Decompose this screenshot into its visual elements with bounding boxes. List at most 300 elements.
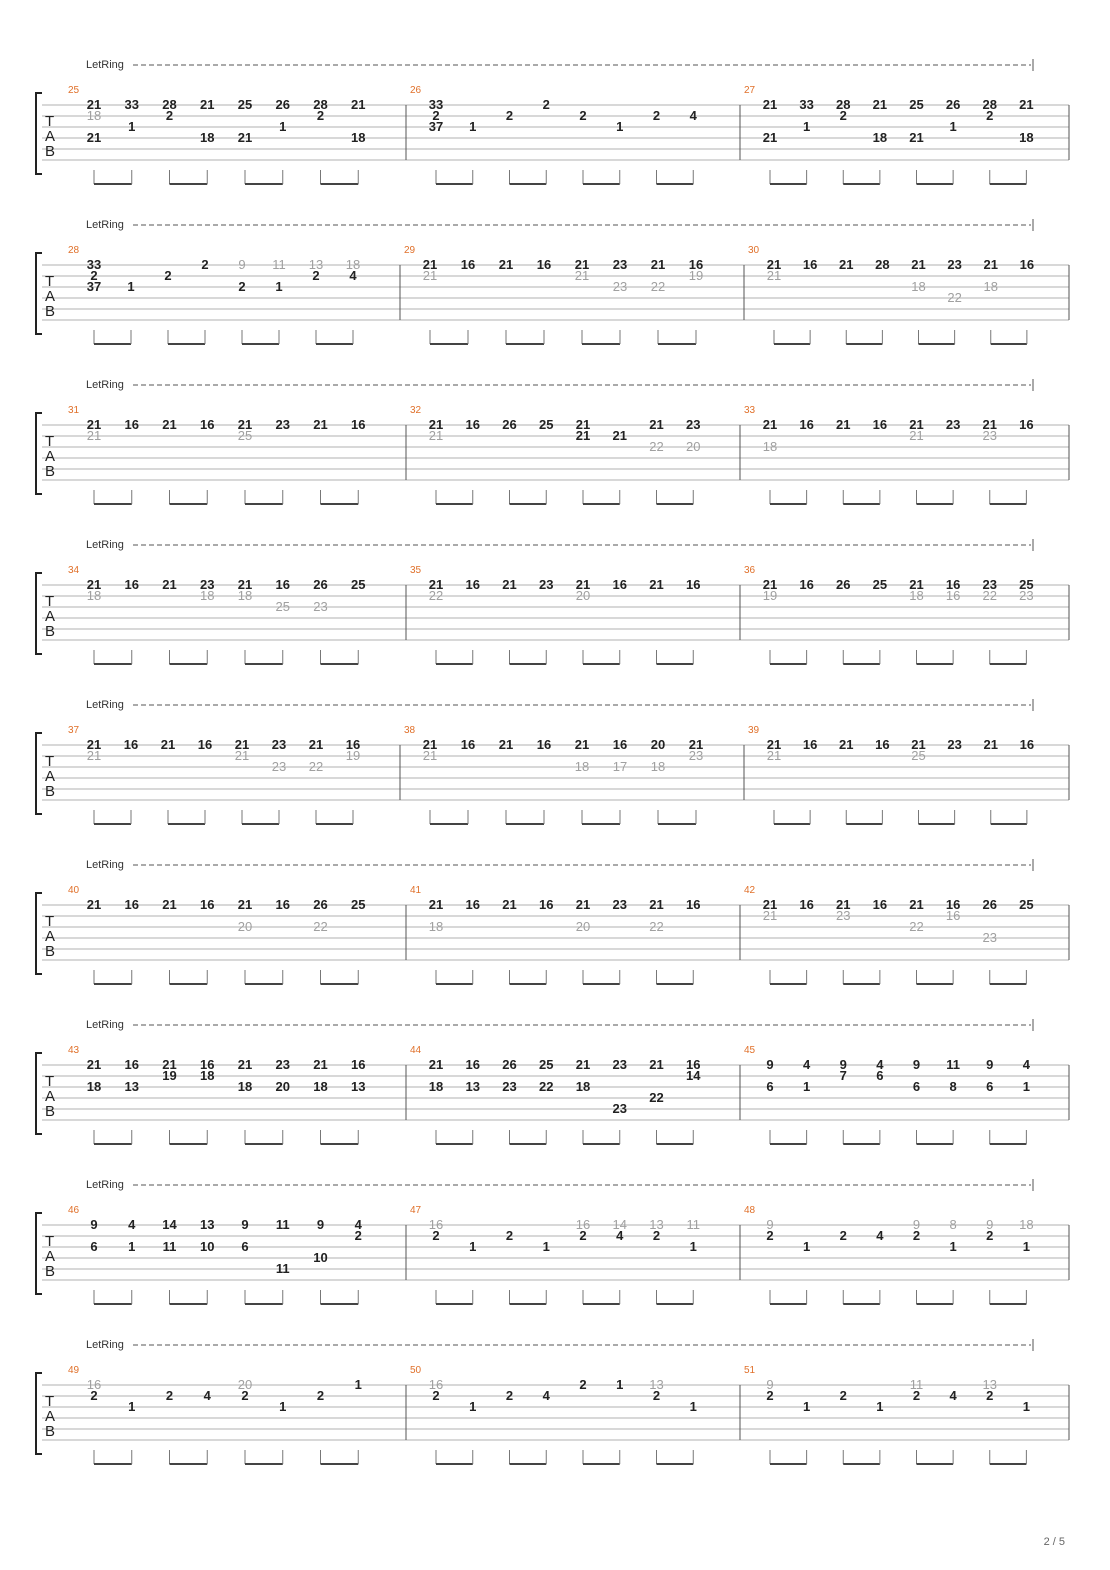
fret-number: 23 xyxy=(945,417,961,432)
measure-number: 48 xyxy=(744,1205,756,1216)
fret-number: 11 xyxy=(272,257,286,272)
tab-clef-letter: T xyxy=(45,1393,55,1410)
fret-number: 18 xyxy=(200,1068,215,1083)
fret-number: 20 xyxy=(237,919,253,934)
fret-number: 16 xyxy=(612,737,628,752)
fret-number: 21 xyxy=(911,737,926,752)
measure-number: 31 xyxy=(68,405,80,416)
fret-number: 1 xyxy=(128,1399,136,1414)
fret-number: 21 xyxy=(983,737,998,752)
fret-number: 21 xyxy=(762,908,778,923)
fret-number: 23 xyxy=(275,1057,290,1072)
measure-number: 34 xyxy=(68,565,80,576)
fret-number: 21 xyxy=(909,428,924,443)
fret-number: 23 xyxy=(612,1057,627,1072)
fret-number: 2 xyxy=(165,1388,174,1403)
fret-number: 22 xyxy=(313,919,328,934)
fret-number: 20 xyxy=(650,737,666,752)
fret-number: 25 xyxy=(911,748,926,763)
fret-number: 19 xyxy=(762,588,778,603)
system-bracket xyxy=(36,893,42,974)
fret-number: 10 xyxy=(313,1250,328,1265)
fret-number: 33 xyxy=(86,257,102,272)
fret-number: 4 xyxy=(876,1057,884,1072)
fret-number: 18 xyxy=(313,1079,328,1094)
fret-number: 2 xyxy=(839,1388,847,1403)
fret-number: 2 xyxy=(505,108,514,123)
fret-number: 21 xyxy=(422,268,438,283)
fret-number: 22 xyxy=(649,919,664,934)
fret-number: 21 xyxy=(86,130,102,145)
system-bracket xyxy=(36,1373,42,1454)
fret-number: 26 xyxy=(502,417,517,432)
fret-number: 25 xyxy=(237,428,253,443)
fret-number: 1 xyxy=(128,1239,136,1254)
fret-number: 23 xyxy=(836,908,851,923)
fret-number: 21 xyxy=(983,257,998,272)
fret-number: 21 xyxy=(982,417,997,432)
fret-number: 1 xyxy=(469,1399,477,1414)
fret-number: 22 xyxy=(982,588,997,603)
fret-number: 21 xyxy=(86,737,102,752)
fret-number: 22 xyxy=(649,439,664,454)
fret-number: 21 xyxy=(1019,97,1034,112)
tab-clef-letter: A xyxy=(45,608,56,625)
fret-number: 21 xyxy=(428,1057,444,1072)
fret-number: 13 xyxy=(308,257,324,272)
measure-number: 45 xyxy=(744,1045,756,1056)
measure-number: 39 xyxy=(748,725,760,736)
fret-number: 16 xyxy=(802,257,818,272)
fret-number: 16 xyxy=(1019,417,1034,432)
fret-number: 16 xyxy=(1019,737,1035,752)
fret-number: 21 xyxy=(836,897,851,912)
fret-number: 26 xyxy=(313,897,328,912)
fret-number: 28 xyxy=(162,97,177,112)
fret-number: 19 xyxy=(162,1068,177,1083)
fret-number: 28 xyxy=(313,97,328,112)
tab-clef-letter: B xyxy=(45,783,56,800)
fret-number: 9 xyxy=(912,1057,921,1072)
fret-number: 11 xyxy=(946,1057,960,1072)
fret-number: 21 xyxy=(649,1057,664,1072)
measure-number: 27 xyxy=(744,85,756,96)
fret-number: 21 xyxy=(428,897,444,912)
fret-number: 2 xyxy=(432,1388,440,1403)
fret-number: 2 xyxy=(652,1388,661,1403)
fret-number: 9 xyxy=(766,1217,774,1232)
fret-number: 18 xyxy=(200,130,215,145)
fret-number: 2 xyxy=(90,268,98,283)
fret-number: 21 xyxy=(575,897,591,912)
fret-number: 18 xyxy=(872,130,888,145)
system-bracket xyxy=(36,1053,42,1134)
system-bracket xyxy=(36,1213,42,1294)
fret-number: 11 xyxy=(162,1239,177,1254)
fret-number: 33 xyxy=(428,97,444,112)
measure-number: 29 xyxy=(404,245,416,256)
tab-clef-letter: T xyxy=(45,1233,55,1250)
page-number: 2 / 5 xyxy=(1043,1536,1065,1548)
tab-clef-letter: A xyxy=(45,768,56,785)
fret-number: 23 xyxy=(982,428,997,443)
fret-number: 2 xyxy=(986,1388,994,1403)
fret-number: 4 xyxy=(803,1057,811,1072)
tab-clef-letter: A xyxy=(45,448,56,465)
fret-number: 18 xyxy=(237,588,253,603)
tab-clef-letter: A xyxy=(45,1248,56,1265)
fret-number: 2 xyxy=(505,1388,514,1403)
measure-number: 36 xyxy=(744,565,756,576)
fret-number: 2 xyxy=(241,1388,249,1403)
fret-number: 23 xyxy=(982,930,997,945)
fret-number: 13 xyxy=(649,1377,664,1392)
fret-number: 21 xyxy=(766,737,782,752)
fret-number: 13 xyxy=(649,1217,664,1232)
fret-number: 2 xyxy=(238,279,246,294)
measure-number: 28 xyxy=(68,245,80,256)
fret-number: 4 xyxy=(203,1388,211,1403)
fret-number: 16 xyxy=(275,897,290,912)
fret-number: 2 xyxy=(839,1228,847,1243)
fret-number: 2 xyxy=(165,108,174,123)
fret-number: 18 xyxy=(909,588,924,603)
fret-number: 21 xyxy=(612,428,627,443)
fret-number: 2 xyxy=(505,1228,514,1243)
fret-number: 21 xyxy=(86,97,102,112)
fret-number: 22 xyxy=(947,290,962,305)
fret-number: 16 xyxy=(875,737,890,752)
fret-number: 18 xyxy=(428,1079,444,1094)
fret-number: 21 xyxy=(237,130,253,145)
fret-number: 23 xyxy=(686,417,701,432)
fret-number: 25 xyxy=(539,1057,554,1072)
fret-number: 11 xyxy=(275,1217,290,1232)
fret-number: 21 xyxy=(650,257,666,272)
fret-number: 1 xyxy=(803,119,811,134)
fret-number: 2 xyxy=(579,1228,587,1243)
fret-number: 25 xyxy=(1019,577,1034,592)
fret-number: 22 xyxy=(428,588,444,603)
fret-number: 20 xyxy=(275,1079,290,1094)
fret-number: 16 xyxy=(1019,257,1035,272)
fret-number: 21 xyxy=(839,257,854,272)
fret-number: 1 xyxy=(1022,1239,1030,1254)
fret-number: 21 xyxy=(762,97,778,112)
fret-number: 23 xyxy=(982,577,997,592)
fret-number: 21 xyxy=(313,1057,328,1072)
fret-number: 9 xyxy=(90,1217,98,1232)
letring-label: LetRing xyxy=(86,219,124,231)
fret-number: 21 xyxy=(422,257,438,272)
fret-number: 23 xyxy=(313,599,328,614)
fret-number: 16 xyxy=(197,737,213,752)
tab-clef-letter: T xyxy=(45,113,55,130)
fret-number: 1 xyxy=(354,1377,362,1392)
fret-number: 21 xyxy=(428,577,444,592)
fret-number: 26 xyxy=(502,1057,517,1072)
tab-clef-letter: B xyxy=(45,303,56,320)
fret-number: 7 xyxy=(839,1068,847,1083)
fret-number: 6 xyxy=(876,1068,884,1083)
tab-clef-letter: B xyxy=(45,143,56,160)
fret-number: 21 xyxy=(498,737,514,752)
fret-number: 21 xyxy=(237,577,253,592)
fret-number: 23 xyxy=(271,759,287,774)
fret-number: 28 xyxy=(875,257,890,272)
fret-number: 1 xyxy=(128,119,136,134)
fret-number: 21 xyxy=(160,737,176,752)
fret-number: 16 xyxy=(612,577,627,592)
fret-number: 18 xyxy=(650,759,666,774)
fret-number: 28 xyxy=(836,97,851,112)
fret-number: 18 xyxy=(237,1079,253,1094)
fret-number: 21 xyxy=(766,268,782,283)
fret-number: 16 xyxy=(351,1057,366,1072)
fret-number: 9 xyxy=(766,1377,774,1392)
measure-number: 43 xyxy=(68,1045,80,1056)
letring-label: LetRing xyxy=(86,539,124,551)
fret-number: 1 xyxy=(275,279,283,294)
fret-number: 21 xyxy=(574,737,590,752)
letring-label: LetRing xyxy=(86,699,124,711)
fret-number: 21 xyxy=(313,417,328,432)
fret-number: 20 xyxy=(575,588,591,603)
fret-number: 1 xyxy=(279,1399,287,1414)
fret-number: 1 xyxy=(803,1399,811,1414)
fret-number: 21 xyxy=(200,97,215,112)
fret-number: 25 xyxy=(872,577,888,592)
fret-number: 16 xyxy=(536,737,552,752)
fret-number: 22 xyxy=(539,1079,554,1094)
fret-number: 1 xyxy=(803,1079,811,1094)
fret-number: 16 xyxy=(872,417,888,432)
fret-number: 16 xyxy=(799,417,814,432)
fret-number: 16 xyxy=(428,1377,444,1392)
fret-number: 6 xyxy=(766,1079,774,1094)
fret-number: 1 xyxy=(1022,1399,1030,1414)
fret-number: 21 xyxy=(649,897,664,912)
fret-number: 21 xyxy=(422,748,438,763)
fret-number: 2 xyxy=(652,1228,661,1243)
fret-number: 23 xyxy=(502,1079,517,1094)
fret-number: 8 xyxy=(949,1217,957,1232)
fret-number: 26 xyxy=(275,97,290,112)
fret-number: 21 xyxy=(237,897,253,912)
fret-number: 21 xyxy=(502,897,517,912)
fret-number: 16 xyxy=(686,1057,701,1072)
fret-number: 16 xyxy=(686,577,701,592)
fret-number: 1 xyxy=(1022,1079,1030,1094)
fret-number: 16 xyxy=(945,897,961,912)
fret-number: 21 xyxy=(836,417,851,432)
fret-number: 16 xyxy=(351,417,366,432)
fret-number: 16 xyxy=(465,1057,480,1072)
fret-number: 16 xyxy=(123,737,139,752)
fret-number: 21 xyxy=(86,577,102,592)
tab-clef-letter: A xyxy=(45,288,56,305)
measure-number: 25 xyxy=(68,85,80,96)
fret-number: 23 xyxy=(200,577,215,592)
fret-number: 22 xyxy=(650,279,666,294)
fret-number: 21 xyxy=(762,897,778,912)
fret-number: 1 xyxy=(689,1239,697,1254)
fret-number: 21 xyxy=(162,897,177,912)
fret-number: 18 xyxy=(983,279,998,294)
fret-number: 1 xyxy=(876,1399,884,1414)
measure-number: 42 xyxy=(744,885,756,896)
fret-number: 9 xyxy=(839,1057,847,1072)
fret-number: 16 xyxy=(460,257,476,272)
fret-number: 4 xyxy=(616,1228,624,1243)
fret-number: 21 xyxy=(86,748,102,763)
fret-number: 25 xyxy=(539,417,554,432)
fret-number: 21 xyxy=(909,417,924,432)
tab-clef-letter: A xyxy=(45,928,56,945)
fret-number: 6 xyxy=(912,1079,921,1094)
fret-number: 16 xyxy=(799,897,814,912)
fret-number: 21 xyxy=(162,577,177,592)
fret-number: 2 xyxy=(579,1377,587,1392)
fret-number: 9 xyxy=(912,1217,921,1232)
fret-number: 22 xyxy=(308,759,324,774)
letring-label: LetRing xyxy=(86,1019,124,1031)
fret-number: 2 xyxy=(986,108,994,123)
fret-number: 16 xyxy=(200,897,215,912)
fret-number: 16 xyxy=(428,1217,444,1232)
fret-number: 17 xyxy=(612,759,628,774)
fret-number: 16 xyxy=(124,1057,139,1072)
fret-number: 23 xyxy=(612,279,628,294)
fret-number: 16 xyxy=(124,417,139,432)
fret-number: 21 xyxy=(502,577,517,592)
fret-number: 16 xyxy=(465,577,480,592)
measure-number: 38 xyxy=(404,725,416,736)
fret-number: 16 xyxy=(200,1057,215,1072)
fret-number: 2 xyxy=(354,1228,362,1243)
measure-number: 40 xyxy=(68,885,80,896)
fret-number: 21 xyxy=(688,737,704,752)
fret-number: 16 xyxy=(124,897,139,912)
fret-number: 18 xyxy=(762,439,778,454)
system-bracket xyxy=(36,253,42,334)
fret-number: 16 xyxy=(945,908,961,923)
fret-number: 18 xyxy=(86,588,102,603)
measure-number: 35 xyxy=(410,565,422,576)
tab-clef-letter: B xyxy=(45,623,56,640)
fret-number: 2 xyxy=(986,1228,994,1243)
fret-number: 14 xyxy=(162,1217,177,1232)
fret-number: 4 xyxy=(128,1217,136,1232)
fret-number: 21 xyxy=(649,417,664,432)
fret-number: 13 xyxy=(351,1079,366,1094)
fret-number: 4 xyxy=(689,108,697,123)
fret-number: 19 xyxy=(688,268,704,283)
fret-number: 25 xyxy=(351,897,366,912)
fret-number: 20 xyxy=(686,439,701,454)
fret-number: 21 xyxy=(237,1057,253,1072)
fret-number: 21 xyxy=(162,1057,177,1072)
tab-clef-letter: A xyxy=(45,1088,56,1105)
fret-number: 16 xyxy=(575,1217,591,1232)
fret-number: 16 xyxy=(945,577,961,592)
fret-number: 18 xyxy=(86,1079,102,1094)
fret-number: 4 xyxy=(349,268,357,283)
fret-number: 10 xyxy=(200,1239,215,1254)
fret-number: 21 xyxy=(162,417,177,432)
fret-number: 16 xyxy=(460,737,476,752)
fret-number: 21 xyxy=(762,130,778,145)
fret-number: 16 xyxy=(872,897,888,912)
fret-number: 1 xyxy=(616,1377,624,1392)
fret-number: 13 xyxy=(982,1377,997,1392)
fret-number: 21 xyxy=(872,97,888,112)
fret-number: 22 xyxy=(649,1090,664,1105)
fret-number: 9 xyxy=(316,1217,325,1232)
fret-number: 21 xyxy=(909,577,924,592)
fret-number: 18 xyxy=(911,279,926,294)
fret-number: 16 xyxy=(799,577,814,592)
fret-number: 2 xyxy=(766,1228,774,1243)
fret-number: 2 xyxy=(201,257,209,272)
tab-clef-letter: B xyxy=(45,463,56,480)
fret-number: 16 xyxy=(275,577,290,592)
tab-clef-letter: B xyxy=(45,943,56,960)
fret-number: 21 xyxy=(86,428,102,443)
fret-number: 21 xyxy=(766,748,782,763)
fret-number: 16 xyxy=(345,737,361,752)
fret-number: 13 xyxy=(200,1217,215,1232)
fret-number: 23 xyxy=(271,737,287,752)
fret-number: 18 xyxy=(86,108,102,123)
fret-number: 9 xyxy=(986,1057,994,1072)
fret-number: 1 xyxy=(949,119,957,134)
fret-number: 2 xyxy=(912,1388,921,1403)
fret-number: 23 xyxy=(612,897,627,912)
fret-number: 1 xyxy=(616,119,624,134)
fret-number: 26 xyxy=(313,577,328,592)
fret-number: 23 xyxy=(612,1101,627,1116)
fret-number: 21 xyxy=(237,417,253,432)
tab-clef-letter: T xyxy=(45,593,55,610)
measure-number: 26 xyxy=(410,85,422,96)
fret-number: 18 xyxy=(1019,1217,1034,1232)
fret-number: 25 xyxy=(275,599,290,614)
fret-number: 1 xyxy=(949,1239,957,1254)
fret-number: 6 xyxy=(90,1239,98,1254)
letring-label: LetRing xyxy=(86,379,124,391)
fret-number: 16 xyxy=(539,897,554,912)
fret-number: 26 xyxy=(836,577,851,592)
fret-number: 21 xyxy=(86,417,102,432)
fret-number: 11 xyxy=(909,1377,924,1392)
letring-label: LetRing xyxy=(86,1179,124,1191)
fret-number: 4 xyxy=(949,1388,957,1403)
measure-number: 33 xyxy=(744,405,756,416)
letring-label: LetRing xyxy=(86,859,124,871)
fret-number: 1 xyxy=(469,119,477,134)
fret-number: 16 xyxy=(688,257,704,272)
fret-number: 2 xyxy=(312,268,320,283)
fret-number: 2 xyxy=(90,1388,98,1403)
fret-number: 37 xyxy=(86,279,102,294)
fret-number: 21 xyxy=(649,577,664,592)
fret-number: 1 xyxy=(803,1239,811,1254)
measure-number: 37 xyxy=(68,725,80,736)
fret-number: 21 xyxy=(428,428,444,443)
tab-clef-letter: A xyxy=(45,128,56,145)
fret-number: 16 xyxy=(802,737,818,752)
